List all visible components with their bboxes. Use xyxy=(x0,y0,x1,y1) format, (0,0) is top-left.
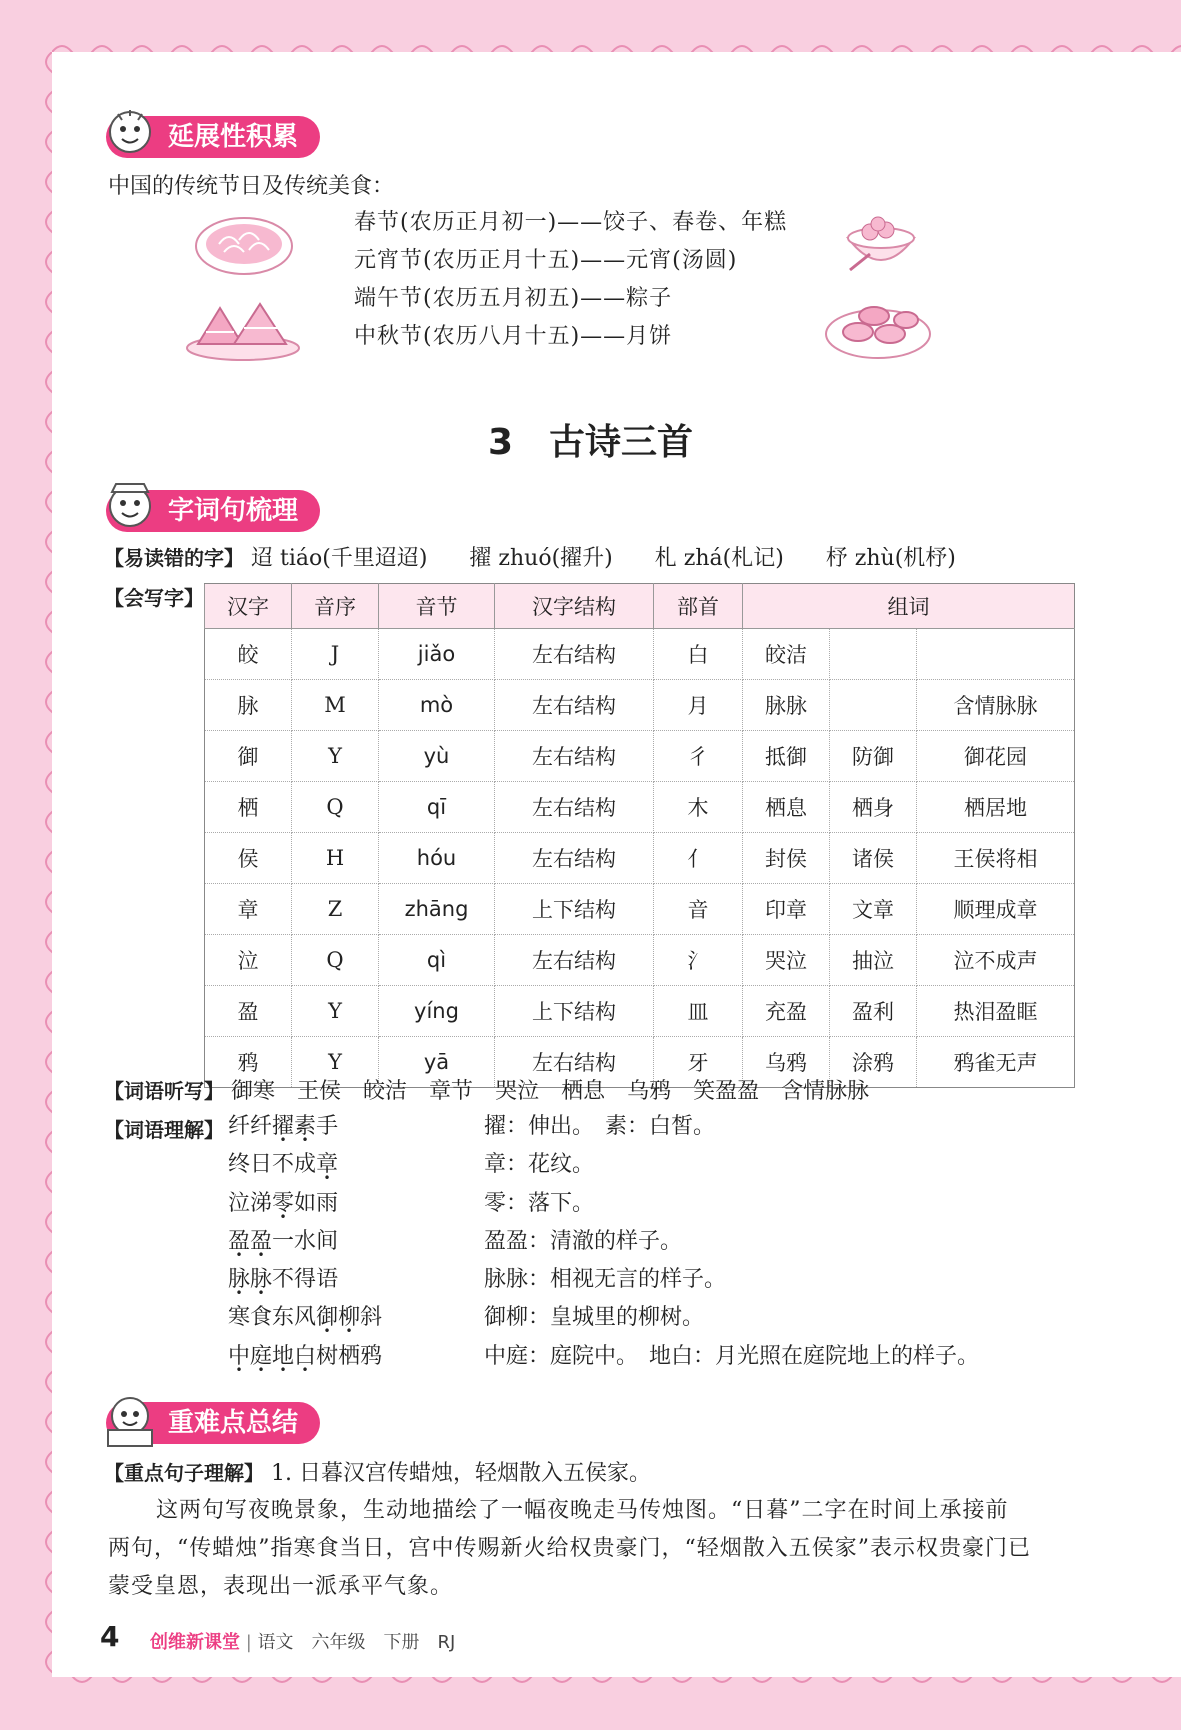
section-header-key-points xyxy=(106,1402,320,1444)
table-cell: hóu xyxy=(379,833,495,884)
table-cell: Q xyxy=(292,935,379,986)
table-cell: J xyxy=(292,629,379,680)
column-header: 组词 xyxy=(743,584,1075,629)
understand-item xyxy=(228,1189,595,1227)
key-sentence-row xyxy=(104,1458,651,1489)
section-header-words xyxy=(106,490,320,532)
table-cell: 上下结构 xyxy=(495,884,654,935)
table-cell: 泣 xyxy=(205,935,292,986)
understand-item xyxy=(228,1265,727,1303)
table-cell: 鸦雀无声 xyxy=(917,1037,1075,1088)
table-cell: 御 xyxy=(205,731,292,782)
festival-item: 端午节(农历五月初五)——粽子 xyxy=(354,286,673,311)
table-cell: mò xyxy=(379,680,495,731)
table-cell xyxy=(830,680,917,731)
key-sentence: 1. 日暮汉宫传蜡烛，轻烟散入五侯家。 xyxy=(271,1461,651,1486)
understand-phrase: 泣涕零如雨 xyxy=(228,1190,339,1216)
table-cell: Z xyxy=(292,884,379,935)
zongzi-plate-illustration xyxy=(184,296,302,362)
understand-item xyxy=(228,1303,705,1341)
table-cell: 皎洁 xyxy=(743,629,830,680)
table-row xyxy=(205,731,1075,782)
dictation-word: 乌鸦 xyxy=(627,1079,672,1104)
table-cell: 牙 xyxy=(654,1037,743,1088)
table-cell: 诸侯 xyxy=(830,833,917,884)
dictation-word: 含情脉脉 xyxy=(781,1079,870,1104)
table-cell: 上下结构 xyxy=(495,986,654,1037)
table-cell: Y xyxy=(292,731,379,782)
characters-table xyxy=(204,583,1075,1088)
festival-intro: 中国的传统节日及传统美食： xyxy=(108,174,395,199)
paragraph-line: 蒙受皇恩，表现出一派承平气象。 xyxy=(108,1574,454,1599)
festival-item: 春节(农历正月初一)——饺子、春卷、年糕 xyxy=(354,210,788,235)
table-cell: 充盈 xyxy=(743,986,830,1037)
paragraph-line: 这两句写夜晚景象，生动地描绘了一幅夜晚走马传烛图。“日暮”二字在时间上承接前 xyxy=(156,1498,1009,1523)
table-cell: 印章 xyxy=(743,884,830,935)
table-cell: 栖 xyxy=(205,782,292,833)
table-cell: 防御 xyxy=(830,731,917,782)
mascot-icon xyxy=(100,1392,162,1450)
table-cell: 皿 xyxy=(654,986,743,1037)
table-cell: 文章 xyxy=(830,884,917,935)
dictation-word: 栖息 xyxy=(561,1079,606,1104)
table-row xyxy=(205,935,1075,986)
table-cell: 抽泣 xyxy=(830,935,917,986)
table-cell: H xyxy=(292,833,379,884)
festival-list xyxy=(354,208,787,360)
table-cell: 封侯 xyxy=(743,833,830,884)
table-row xyxy=(205,884,1075,935)
table-cell: 彳 xyxy=(654,731,743,782)
dictation-word: 御寒 xyxy=(231,1079,276,1104)
table-cell: 章 xyxy=(205,884,292,935)
table-cell: 王侯将相 xyxy=(917,833,1075,884)
table-cell: 盈 xyxy=(205,986,292,1037)
paragraph-line: 两句，“传蜡烛”指寒食当日，宫中传赐新火给权贵豪门，“轻烟散入五侯家”表示权贵豪门已 xyxy=(108,1536,1031,1561)
dictation-word: 哭泣 xyxy=(495,1079,540,1104)
table-cell: qì xyxy=(379,935,495,986)
understand-meaning: 御柳：皇城里的柳树。 xyxy=(484,1305,705,1331)
table-cell xyxy=(830,629,917,680)
understand-meaning: 擢：伸出。 素：白皙。 xyxy=(484,1114,716,1139)
understand-label: 【词语理解】 xyxy=(104,1118,224,1142)
understand-meaning: 盈盈：清澈的样子。 xyxy=(484,1228,683,1254)
write-label: 【会写字】 xyxy=(104,586,204,610)
column-header: 音序 xyxy=(292,584,379,629)
dictation-word: 章节 xyxy=(429,1079,474,1104)
table-cell: 月 xyxy=(654,680,743,731)
table-cell: 脉 xyxy=(205,680,292,731)
lesson-title: 3 古诗三首 xyxy=(487,422,694,463)
section-header-extension xyxy=(106,116,320,158)
column-header: 汉字结构 xyxy=(495,584,654,629)
table-cell xyxy=(917,629,1075,680)
table-cell: 白 xyxy=(654,629,743,680)
dictation-label: 【词语听写】 xyxy=(104,1079,224,1103)
table-cell: 热泪盈眶 xyxy=(917,986,1075,1037)
table-cell: 皎 xyxy=(205,629,292,680)
table-cell: Y xyxy=(292,986,379,1037)
table-cell: 左右结构 xyxy=(495,833,654,884)
tangyuan-bowl-illustration xyxy=(840,204,922,280)
section-title: 延展性积累 xyxy=(168,122,299,152)
column-header: 部首 xyxy=(654,584,743,629)
dictation-word: 王侯 xyxy=(297,1079,342,1104)
table-cell: 含情脉脉 xyxy=(917,680,1075,731)
mascot-icon xyxy=(100,480,162,538)
table-cell: zhāng xyxy=(379,884,495,935)
table-cell: 脉脉 xyxy=(743,680,830,731)
table-cell: yā xyxy=(379,1037,495,1088)
table-header-row xyxy=(205,584,1075,629)
misread-label: 【易读错的字】 xyxy=(104,546,244,570)
understand-meaning: 脉脉：相视无言的样子。 xyxy=(484,1267,727,1293)
dictation-word: 皎洁 xyxy=(363,1079,408,1104)
table-cell: 栖息 xyxy=(743,782,830,833)
dumplings-plate-illustration xyxy=(194,208,294,278)
table-row xyxy=(205,833,1075,884)
table-cell: 音 xyxy=(654,884,743,935)
table-cell: yù xyxy=(379,731,495,782)
table-cell: 左右结构 xyxy=(495,680,654,731)
understand-phrase: 脉脉不得语 xyxy=(228,1267,339,1293)
table-cell: 侯 xyxy=(205,833,292,884)
table-cell: 栖居地 xyxy=(917,782,1075,833)
table-cell: 盈利 xyxy=(830,986,917,1037)
table-row xyxy=(205,782,1075,833)
table-cell: 左右结构 xyxy=(495,629,654,680)
table-cell: Y xyxy=(292,1037,379,1088)
misread-item: 迢 tiáo(千里迢迢) xyxy=(251,546,428,571)
column-header: 音节 xyxy=(379,584,495,629)
table-cell: qī xyxy=(379,782,495,833)
understand-phrase: 寒食东风御柳斜 xyxy=(228,1305,383,1331)
table-cell: 栖身 xyxy=(830,782,917,833)
table-row xyxy=(205,629,1075,680)
understand-item xyxy=(228,1227,683,1265)
table-cell: 左右结构 xyxy=(495,1037,654,1088)
festival-item: 中秋节(农历八月十五)——月饼 xyxy=(354,324,673,349)
section-title: 重难点总结 xyxy=(168,1408,299,1438)
table-cell: 亻 xyxy=(654,833,743,884)
understand-item xyxy=(228,1112,716,1150)
table-cell: 鸦 xyxy=(205,1037,292,1088)
dictation-row xyxy=(104,1076,891,1107)
footer-divider: | xyxy=(245,1632,252,1653)
table-cell: 顺理成章 xyxy=(917,884,1075,935)
table-cell: 泣不成声 xyxy=(917,935,1075,986)
footer-brand: 创维新课堂 xyxy=(150,1632,240,1653)
table-cell: 哭泣 xyxy=(743,935,830,986)
table-cell: 左右结构 xyxy=(495,782,654,833)
understand-phrase: 终日不成章 xyxy=(228,1152,339,1178)
misread-item: 札 zhá(札记) xyxy=(654,546,784,571)
table-cell: yíng xyxy=(379,986,495,1037)
table-row xyxy=(205,986,1075,1037)
table-cell: 左右结构 xyxy=(495,935,654,986)
section-title: 字词句梳理 xyxy=(168,496,299,526)
table-cell: 木 xyxy=(654,782,743,833)
footer-info xyxy=(150,1628,455,1654)
table-cell: 御花园 xyxy=(917,731,1075,782)
table-cell: 氵 xyxy=(654,935,743,986)
understand-phrase: 中庭地白树栖鸦 xyxy=(228,1343,383,1369)
table-cell: 乌鸦 xyxy=(743,1037,830,1088)
understand-item xyxy=(228,1342,980,1380)
table-cell: M xyxy=(292,680,379,731)
misread-item: 擢 zhuó(擢升) xyxy=(469,546,613,571)
key-paragraph xyxy=(108,1496,1031,1610)
page-number: 4 xyxy=(100,1620,120,1653)
understand-meaning: 零：落下。 xyxy=(484,1190,595,1216)
table-cell: jiǎo xyxy=(379,629,495,680)
table-cell: Q xyxy=(292,782,379,833)
table-cell: 涂鸦 xyxy=(830,1037,917,1088)
dictation-word: 笑盈盈 xyxy=(693,1079,760,1104)
understand-meaning: 中庭：庭院中。 地白：月光照在庭院地上的样子。 xyxy=(484,1343,980,1369)
mascot-icon xyxy=(100,106,162,164)
table-cell: 左右结构 xyxy=(495,731,654,782)
understand-item xyxy=(228,1150,595,1188)
understand-list xyxy=(228,1112,980,1380)
misread-item: 杼 zhù(机杼) xyxy=(825,546,956,571)
footer-book-info: 语文 六年级 下册 RJ xyxy=(257,1632,456,1653)
understand-meaning: 章：花纹。 xyxy=(484,1152,595,1178)
table-row xyxy=(205,680,1075,731)
column-header: 汉字 xyxy=(205,584,292,629)
mooncakes-plate-illustration xyxy=(824,290,932,362)
understand-phrase: 盈盈一水间 xyxy=(228,1228,339,1254)
key-label: 【重点句子理解】 xyxy=(104,1461,264,1485)
misread-row xyxy=(104,543,956,574)
table-cell: 抵御 xyxy=(743,731,830,782)
festival-item: 元宵节(农历正月十五)——元宵(汤圆) xyxy=(354,248,738,273)
understand-phrase: 纤纤擢素手 xyxy=(228,1114,339,1139)
